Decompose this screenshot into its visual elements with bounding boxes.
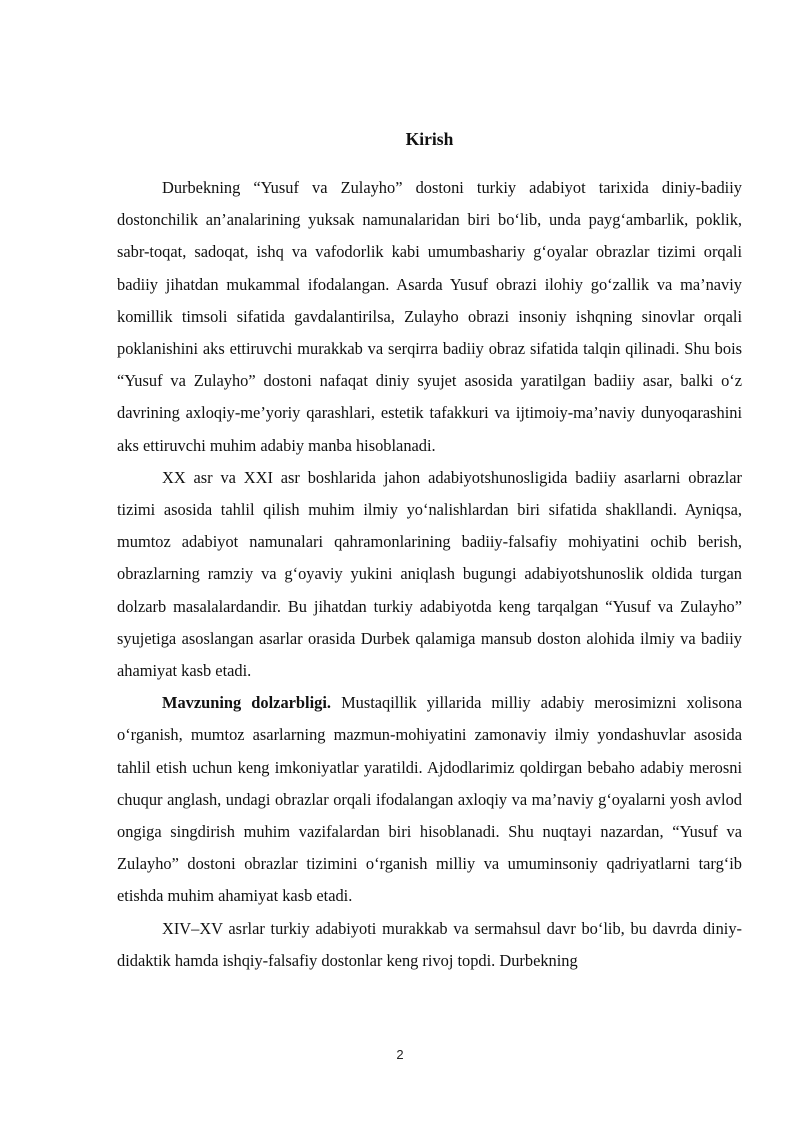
paragraph-relevance xyxy=(117,687,742,912)
paragraph-text: XIV–XV asrlar turkiy adabiyoti murakkab va sermahsul davr bo‘lib, bu davrda diniy-didaktik hamda ishqiy-falsafiy dostonlar keng rivoj topdi. Durbekning xyxy=(117,918,742,970)
paragraph-period xyxy=(117,913,742,977)
paragraph-text: XX asr va XXI asr boshlarida jahon adabiyotshunosligida badiiy asarlarni obrazlar tizimi asosida tahlil qilish muhim ilmiy yo‘nalishlardan biri sifatida shakllandi. Ayniqsa, mumtoz adabiyot namunalari qahramonlarining badiiy-falsafiy mohiyatini ochib berish, obrazlarning ramziy va g‘oyaviy yukini aniqlash bugungi adabiyotshunoslik oldida turgan dolzarb masalalardandir. Bu jihatdan turkiy adabiyotda keng tarqalgan “Yusuf va Zulayho” syujetiga asoslangan asarlar orasida Durbek qalamiga mansub doston alohida ilmiy va badiiy ahamiyat kasb etadi. xyxy=(117,467,742,681)
paragraph-text: Durbekning “Yusuf va Zulayho” dostoni turkiy adabiyot tarixida diniy-badiiy dostonchilik an’analarining yuksak namunalaridan biri bo‘lib, unda payg‘ambarlik, poklik, sabr-toqat, sadoqat, ishq va vafodorlik kabi umumbashariy g‘oyalar obrazlar tizimi orqali badiiy jihatdan mukammal ifodalangan. Asarda Yusuf obrazi ilohiy go‘zallik va ma’naviy komillik timsoli sifatida gavdalantirilsa, Zulayho obrazi insoniy ishqning sinovlar orqali poklanishini aks ettiruvchi murakkab va serqirra badiiy obraz sifatida talqin qilinadi. Shu bois “Yusuf va Zulayho” dostoni nafaqat diniy syujet asosida yaratilgan badiiy asar, balki o‘z davrining axloqiy-me’yoriy qarashlari, estetik tafakkuri va ijtimoiy-ma’naviy dunyoqarashini aks ettiruvchi muhim adabiy manba hisoblanadi. xyxy=(117,178,742,455)
paragraph-context xyxy=(117,462,742,687)
paragraph-text: Mustaqillik yillarida milliy adabiy merosimizni xolisona o‘rganish, mumtoz asarlarning mazmun-mohiyatini zamonaviy ilmiy yondashuvlar asosida tahlil etish uchun keng imkoniyatlar yaratildi. Ajdodlarimiz qoldirgan bebaho adabiy merosni chuqur anglash, undagi obrazlar orqali ifodalangan axloqiy va ma’naviy g‘oyalarni yosh avlod ongiga singdirish muhim vazifalardan biri hisoblanadi. Shu nuqtayi nazardan, “Yusuf va Zulayho” dostoni obrazlar tizimini o‘rganish milliy va umuminsoniy qadriyatlarni targ‘ib etishda muhim ahamiyat kasb etadi. xyxy=(117,693,742,906)
page-body xyxy=(117,123,742,977)
paragraph-lead-heading: Mavzuning dolzarbligi. xyxy=(162,693,331,713)
page-title: Kirish xyxy=(405,129,454,149)
page-number: 2 xyxy=(396,1047,404,1062)
paragraph-intro xyxy=(117,172,742,462)
